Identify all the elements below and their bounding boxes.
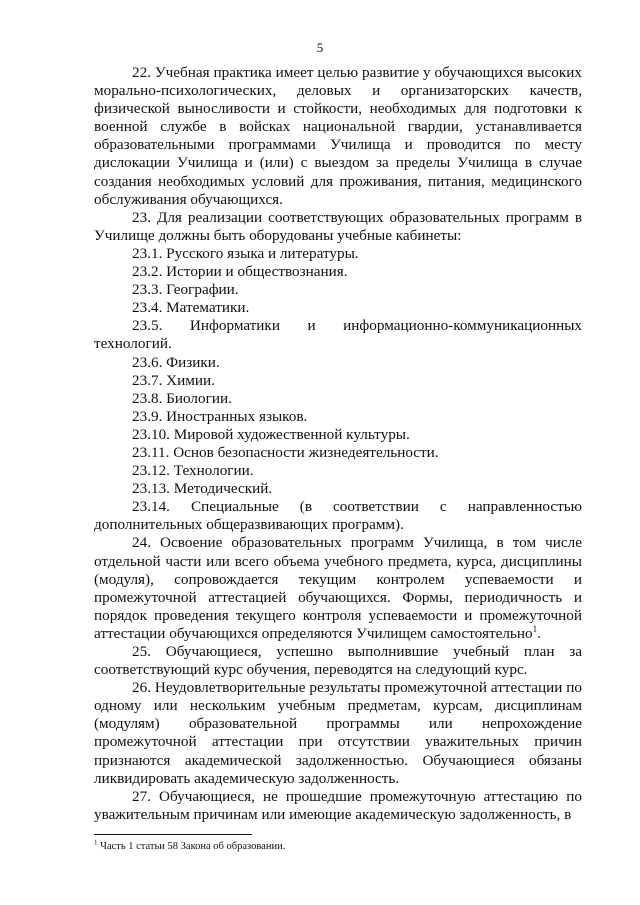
footnote-marker: 1 <box>94 838 98 847</box>
page-number: 5 <box>316 40 324 55</box>
footnote-divider <box>94 834 252 835</box>
footnote-text: Часть 1 статьи 58 Закона об образовании. <box>100 841 286 852</box>
footnote-ref[interactable]: 1 <box>532 623 538 634</box>
cabinet-list <box>94 245 582 535</box>
list-item: 23.14. Специальные (в соответствии с направленностью дополнительных общеразвивающих программ). <box>94 498 582 534</box>
paragraph-24-text: 24. Освоение образовательных программ Училища, в том числе отдельной части или всего объема учебного предмета, курса, дисциплины (модуля), сопровождается текущим контролем успеваемости и промежуточной аттестацией обучающихся. Формы, периодичность и порядок проведения текущего контроля успеваемости и промежуточной аттестации обучающихся определяются Училищем самостоятельно <box>94 534 582 642</box>
list-item: 23.6. Физики. <box>132 353 220 371</box>
paragraph-24-end: . <box>537 624 541 642</box>
list-item: 23.1. Русского языка и литературы. <box>132 244 359 262</box>
list-item: 23.3. Географии. <box>132 281 239 299</box>
list-item: 23.8. Биологии. <box>132 389 232 407</box>
list-item: 23.2. Истории и обществознания. <box>132 263 348 281</box>
paragraph-24 <box>94 534 582 643</box>
paragraph-27: 27. Обучающиеся, не прошедшие промежуточную аттестацию по уважительным причинам или имеющие академическую задолженность, в <box>94 787 582 823</box>
list-item: 23.12. Технологии. <box>132 462 254 480</box>
list-item: 23.9. Иностранных языков. <box>132 407 308 425</box>
list-item: 23.11. Основ безопасности жизнедеятельности. <box>132 443 439 461</box>
list-item: 23.13. Методический. <box>132 480 273 498</box>
list-item: 23.7. Химии. <box>132 371 215 389</box>
paragraph-26: 26. Неудовлетворительные результаты промежуточной аттестации по одному или нескольким учебным предметам, курсам, дисциплинам (модулям) образовательной программы или непрохождение промежуточной аттестации при отсутствии уважительных причин признаются академической задолженностью. Обучающиеся обязаны ликвидировать академическую задолженность. <box>94 679 582 787</box>
list-item: 23.5. Информатики и информационно-коммуникационных технологий. <box>94 317 582 353</box>
paragraph-25: 25. Обучающиеся, успешно выполнившие учебный план за соответствующий курс обучения, переводятся на следующий курс. <box>94 643 582 679</box>
footnote <box>94 840 582 853</box>
paragraph-23: 23. Для реализации соответствующих образовательных программ в Училище должны быть оборудованы учебные кабинеты: <box>94 208 582 244</box>
document-body <box>94 64 582 824</box>
list-item: 23.4. Математики. <box>132 299 250 317</box>
list-item: 23.10. Мировой художественной культуры. <box>132 425 410 443</box>
paragraph-22: 22. Учебная практика имеет целью развитие у обучающихся высоких морально-психологических, деловых и организаторских качеств, физической выносливости и стойкости, необходимых для подготовки к военной службе в войсках национальной гвардии, устанавливается образовательными программами Училища и проводится по месту дислокации Училища и (или) с выездом за пределы Училища в случае создания необходимых условий для проживания, питания, медицинского обслуживания обучающихся. <box>94 64 582 208</box>
